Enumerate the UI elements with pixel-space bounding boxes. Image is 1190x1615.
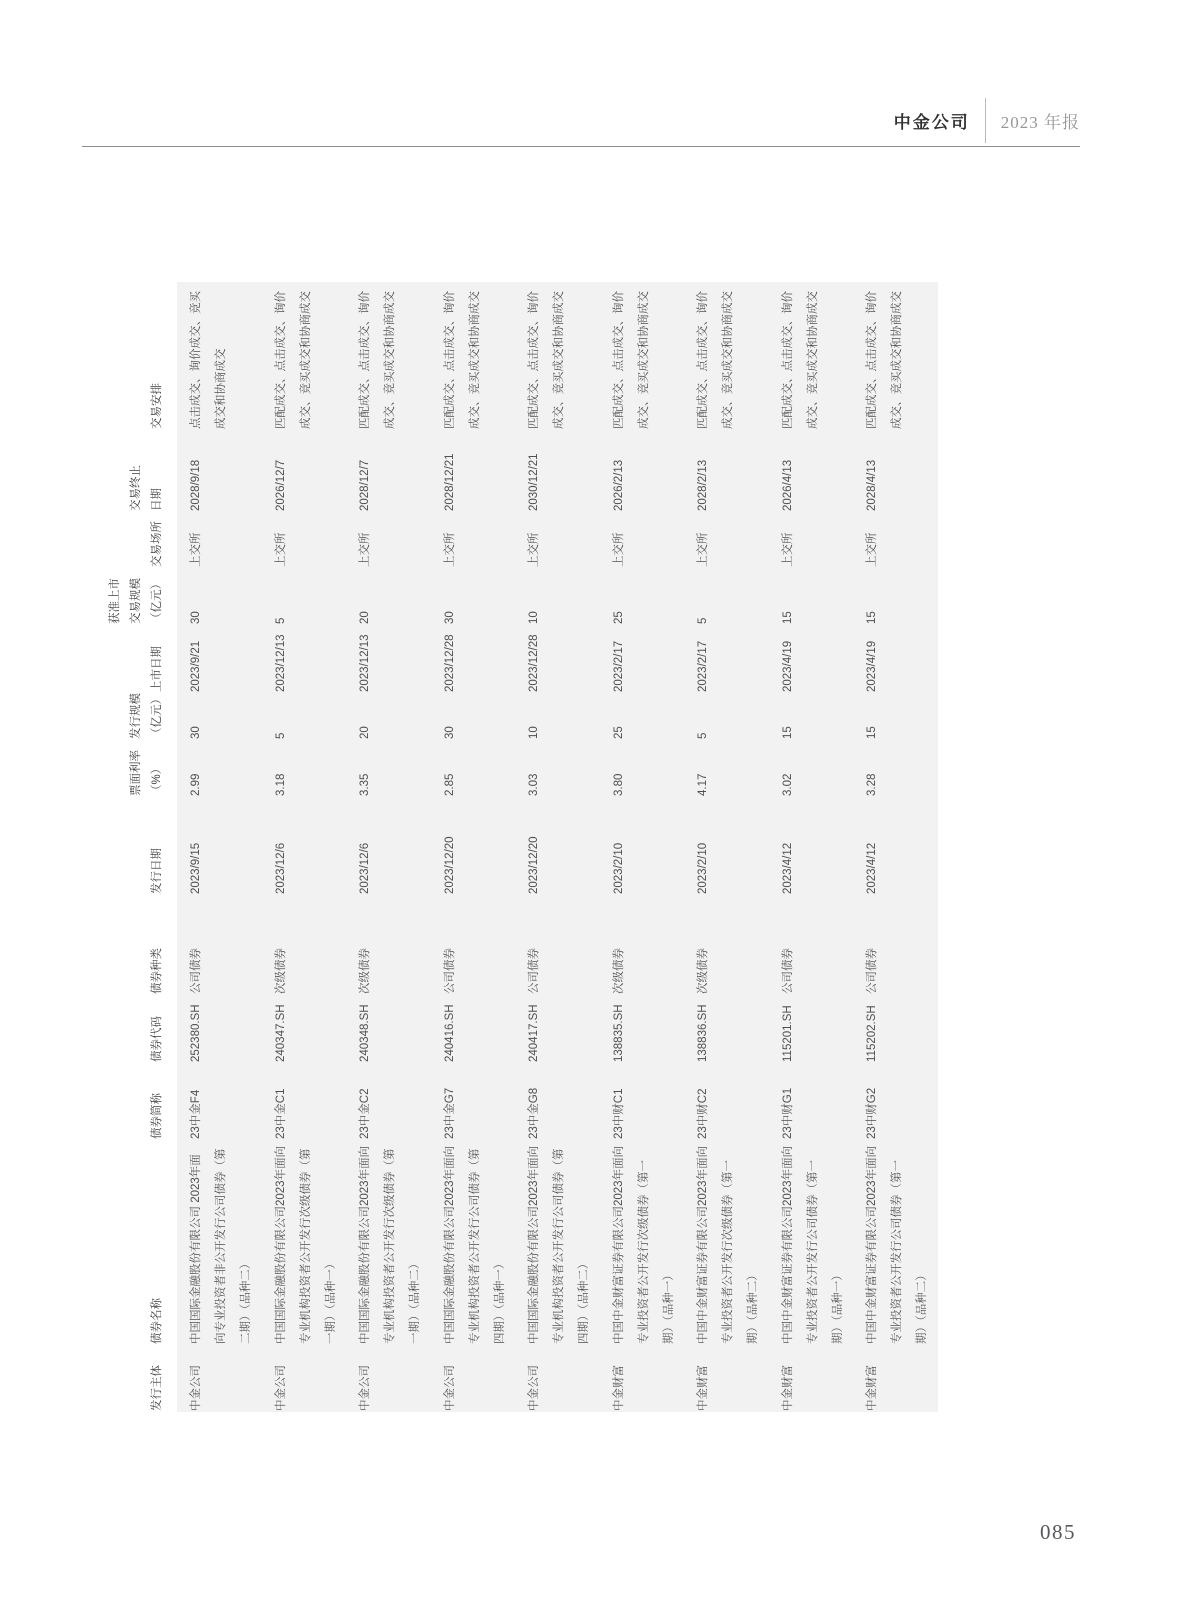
- cell-approved-trading-size: 5: [274, 617, 287, 624]
- rotated-table-inner: [105, 282, 938, 1412]
- cell-trading-end-date: 2026/2/13: [612, 459, 625, 511]
- cell-trading-arrangement: 匹配成交、点击成交、询价成交、竞买成交和协商成交: [866, 291, 904, 429]
- cell-approved-trading-size: 20: [359, 611, 372, 624]
- cell-listing-date: 2023/12/28: [528, 634, 541, 692]
- cell-listing-date: 2023/12/13: [274, 634, 287, 692]
- header-approved-trading-size: 获准上市 交易规模 （亿元）: [105, 568, 177, 625]
- cell-bond-code: 138835.SH: [612, 1004, 625, 1062]
- bond-table-header-row: [105, 282, 177, 1412]
- cell-listing-date: 2023/9/21: [190, 640, 202, 692]
- cell-bond-short-name: 23中财C2: [697, 1088, 710, 1139]
- cell-trading-venue: 上交所: [190, 532, 202, 567]
- cell-bond-type: 公司债券: [866, 948, 879, 994]
- cell-issuer: 中金公司: [274, 1365, 287, 1411]
- header-bond-name: 债券名称: [105, 1140, 177, 1345]
- cell-bond-type: 次级债券: [697, 948, 710, 994]
- header-trading-end-date: 交易终止 日期: [105, 430, 177, 512]
- cell-approved-trading-size: 30: [190, 611, 202, 624]
- page-number: 085: [1040, 1520, 1076, 1544]
- cell-listing-date: 2023/4/19: [866, 640, 879, 692]
- header-bond-short-name: 债券简称: [105, 1063, 177, 1140]
- cell-coupon-rate: 3.02: [781, 773, 794, 796]
- cell-listing-date: 2023/12/13: [359, 634, 372, 692]
- cell-issuer: 中金公司: [359, 1365, 372, 1411]
- cell-coupon-rate: 3.80: [612, 773, 625, 796]
- cell-issue-date: 2023/4/12: [866, 842, 879, 894]
- cell-issuer: 中金财富: [612, 1365, 625, 1411]
- cell-issue-date: 2023/12/20: [443, 836, 456, 894]
- cell-bond-short-name: 23中财C1: [612, 1088, 625, 1139]
- cell-bond-type: 次级债券: [612, 948, 625, 994]
- header-bond-code: 债券代码: [105, 995, 177, 1063]
- cell-issuer: 中金公司: [443, 1365, 456, 1411]
- cell-trading-venue: 上交所: [697, 532, 710, 567]
- cell-issue-date: 2023/4/12: [781, 842, 794, 894]
- company-name: 中金公司: [893, 113, 970, 132]
- cell-bond-type: 公司债券: [190, 948, 202, 994]
- cell-trading-venue: 上交所: [443, 532, 456, 567]
- header-coupon-rate: 票面利率 （%）: [105, 740, 177, 797]
- cell-bond-name: 中国中金财富证券有限公司2023年面向专业投资者公开发行公司债券（第一期）（品种二）: [866, 1145, 929, 1344]
- cell-bond-code: 115202.SH: [866, 1005, 879, 1062]
- header-divider: [985, 98, 986, 143]
- cell-listing-date: 2023/4/19: [781, 640, 794, 692]
- header-bond-type: 债券种类: [105, 895, 177, 995]
- cell-trading-arrangement: 匹配成交、点击成交、询价成交、竞买成交和协商成交: [528, 291, 566, 429]
- cell-issuer: 中金财富: [866, 1365, 879, 1411]
- cell-trading-arrangement: 匹配成交、点击成交、询价成交、竞买成交和协商成交: [359, 291, 397, 429]
- cell-bond-short-name: 23中金F4: [190, 1089, 202, 1139]
- cell-issuer: 中金财富: [697, 1365, 710, 1411]
- cell-issue-size: 15: [866, 726, 879, 739]
- cell-coupon-rate: 2.99: [190, 773, 202, 796]
- cell-trading-arrangement: 匹配成交、点击成交、询价成交、竞买成交和协商成交: [697, 291, 735, 429]
- cell-bond-type: 次级债券: [274, 948, 287, 994]
- bond-row: [600, 282, 685, 1412]
- cell-issue-size: 5: [697, 732, 710, 739]
- cell-trading-arrangement: 匹配成交、点击成交、询价成交、竞买成交和协商成交: [443, 291, 481, 429]
- header-issue-date: 发行日期: [105, 797, 177, 895]
- cell-trading-end-date: 2028/12/7: [359, 459, 372, 511]
- bond-table: [105, 282, 938, 1412]
- cell-trading-venue: 上交所: [781, 532, 794, 567]
- cell-trading-end-date: 2026/4/13: [781, 459, 794, 511]
- bond-table-body: [177, 282, 938, 1412]
- cell-bond-name: 中国中金财富证券有限公司2023年面向专业投资者公开发行次级债券（第一期）（品种一）: [612, 1145, 675, 1344]
- cell-coupon-rate: 3.35: [359, 773, 372, 796]
- cell-bond-code: 138836.SH: [697, 1004, 710, 1062]
- header-issuer: 发行主体: [105, 1345, 177, 1412]
- cell-trading-venue: 上交所: [359, 532, 372, 567]
- cell-coupon-rate: 2.85: [443, 773, 456, 796]
- cell-bond-code: 252380.SH: [190, 1004, 202, 1062]
- cell-issue-size: 25: [612, 726, 625, 739]
- cell-bond-name: 中国中金财富证券有限公司2023年面向专业投资者公开发行公司债券（第一期）（品种一）: [781, 1145, 844, 1344]
- cell-trading-end-date: 2026/12/7: [274, 459, 287, 511]
- cell-issue-size: 30: [443, 726, 456, 739]
- bond-row: [515, 282, 600, 1412]
- cell-trading-arrangement: 匹配成交、点击成交、询价成交、竞买成交和协商成交: [612, 291, 650, 429]
- cell-bond-name: 中国国际金融股份有限公司2023年面向专业机构投资者公开发行公司债券（第四期）（品种一）: [443, 1145, 506, 1344]
- cell-issue-date: 2023/2/10: [612, 842, 625, 894]
- cell-bond-name: 中国国际金融股份有限公司2023年面向专业机构投资者公开发行次级债券（第一期）（品种二）: [359, 1145, 422, 1344]
- cell-bond-short-name: 23中金G8: [528, 1087, 541, 1139]
- cell-trading-venue: 上交所: [612, 532, 625, 567]
- cell-bond-code: 115201.SH: [781, 1005, 794, 1062]
- cell-trading-arrangement: 匹配成交、点击成交、询价成交、竞买成交和协商成交: [781, 291, 819, 429]
- cell-trading-end-date: 2030/12/21: [528, 453, 541, 511]
- cell-issuer: 中金公司: [528, 1365, 541, 1411]
- cell-approved-trading-size: 10: [528, 611, 541, 624]
- cell-trading-end-date: 2028/9/18: [190, 459, 202, 511]
- cell-bond-name: 中国国际金融股份有限公司2023年面向专业机构投资者公开发行公司债券（第四期）（品种二）: [528, 1145, 591, 1344]
- bond-row: [684, 282, 769, 1412]
- cell-bond-short-name: 23中金C2: [359, 1088, 372, 1139]
- cell-bond-short-name: 23中财G1: [781, 1087, 794, 1139]
- cell-coupon-rate: 3.28: [866, 773, 879, 796]
- header-trading-arrangement: 交易安排: [105, 282, 177, 430]
- cell-issue-size: 10: [528, 726, 541, 739]
- cell-trading-end-date: 2028/2/13: [697, 459, 710, 511]
- cell-listing-date: 2023/12/28: [443, 634, 456, 692]
- bond-row: [769, 282, 854, 1412]
- cell-issue-date: 2023/2/10: [697, 842, 710, 894]
- bond-table-head: [105, 282, 177, 1412]
- cell-issuer: 中金公司: [190, 1365, 202, 1411]
- cell-trading-end-date: 2028/12/21: [443, 453, 456, 511]
- report-edition: 2023 年报: [1000, 113, 1080, 132]
- bond-row: [853, 282, 938, 1412]
- cell-bond-code: 240348.SH: [359, 1004, 372, 1062]
- cell-bond-short-name: 23中金G7: [443, 1087, 456, 1139]
- cell-bond-short-name: 23中金C1: [274, 1088, 287, 1139]
- cell-trading-end-date: 2028/4/13: [866, 459, 879, 511]
- cell-bond-code: 240347.SH: [274, 1004, 287, 1062]
- cell-bond-code: 240416.SH: [443, 1004, 456, 1062]
- bond-row: [431, 282, 516, 1412]
- cell-bond-name: 中国国际金融股份有限公司2023年面向专业机构投资者公开发行次级债券（第一期）（品种一）: [274, 1145, 337, 1344]
- cell-coupon-rate: 4.17: [697, 773, 710, 796]
- cell-trading-arrangement: 点击成交、询价成交、竞买成交和协商成交: [190, 291, 227, 429]
- cell-trading-venue: 上交所: [274, 532, 287, 567]
- cell-issuer: 中金财富: [781, 1365, 794, 1411]
- cell-listing-date: 2023/2/17: [612, 640, 625, 692]
- cell-bond-type: 次级债券: [359, 948, 372, 994]
- bond-row: [177, 282, 262, 1412]
- cell-issue-date: 2023/12/6: [359, 842, 372, 894]
- header-issue-size: 发行规模 （亿元）: [105, 693, 177, 740]
- cell-issue-date: 2023/9/15: [190, 842, 202, 894]
- header-listing-date: 上市日期: [105, 625, 177, 693]
- cell-approved-trading-size: 15: [781, 611, 794, 624]
- cell-bond-type: 公司债券: [443, 948, 456, 994]
- cell-bond-type: 公司债券: [781, 948, 794, 994]
- cell-issue-date: 2023/12/20: [528, 836, 541, 894]
- cell-approved-trading-size: 25: [612, 611, 625, 624]
- cell-issue-date: 2023/12/6: [274, 842, 287, 894]
- cell-issue-size: 15: [781, 726, 794, 739]
- cell-approved-trading-size: 15: [866, 611, 879, 624]
- header-rule: [82, 146, 1080, 147]
- cell-issue-size: 5: [274, 732, 287, 739]
- cell-bond-short-name: 23中财G2: [866, 1087, 879, 1139]
- bond-row: [262, 282, 347, 1412]
- cell-bond-name: 中国中金财富证券有限公司2023年面向专业投资者公开发行次级债券（第一期）（品种二）: [697, 1145, 760, 1344]
- cell-bond-name: 中国国际金融股份有限公司 2023年面向专业投资者非公开发行公司债券（第二期）（品种二）: [190, 1148, 252, 1344]
- cell-bond-type: 公司债券: [528, 948, 541, 994]
- rotated-table-region: [105, 282, 938, 1412]
- cell-issue-size: 20: [359, 726, 372, 739]
- cell-bond-code: 240417.SH: [528, 1004, 541, 1062]
- bond-row: [346, 282, 431, 1412]
- cell-approved-trading-size: 5: [697, 617, 710, 624]
- cell-approved-trading-size: 30: [443, 611, 456, 624]
- cell-listing-date: 2023/2/17: [697, 640, 710, 692]
- cell-coupon-rate: 3.18: [274, 773, 287, 796]
- header-trading-venue: 交易场所: [105, 512, 177, 568]
- cell-trading-arrangement: 匹配成交、点击成交、询价成交、竞买成交和协商成交: [274, 291, 312, 429]
- cell-coupon-rate: 3.03: [528, 773, 541, 796]
- page-header: [894, 98, 1080, 143]
- cell-issue-size: 30: [190, 726, 202, 739]
- cell-trading-venue: 上交所: [528, 532, 541, 567]
- cell-trading-venue: 上交所: [866, 532, 879, 567]
